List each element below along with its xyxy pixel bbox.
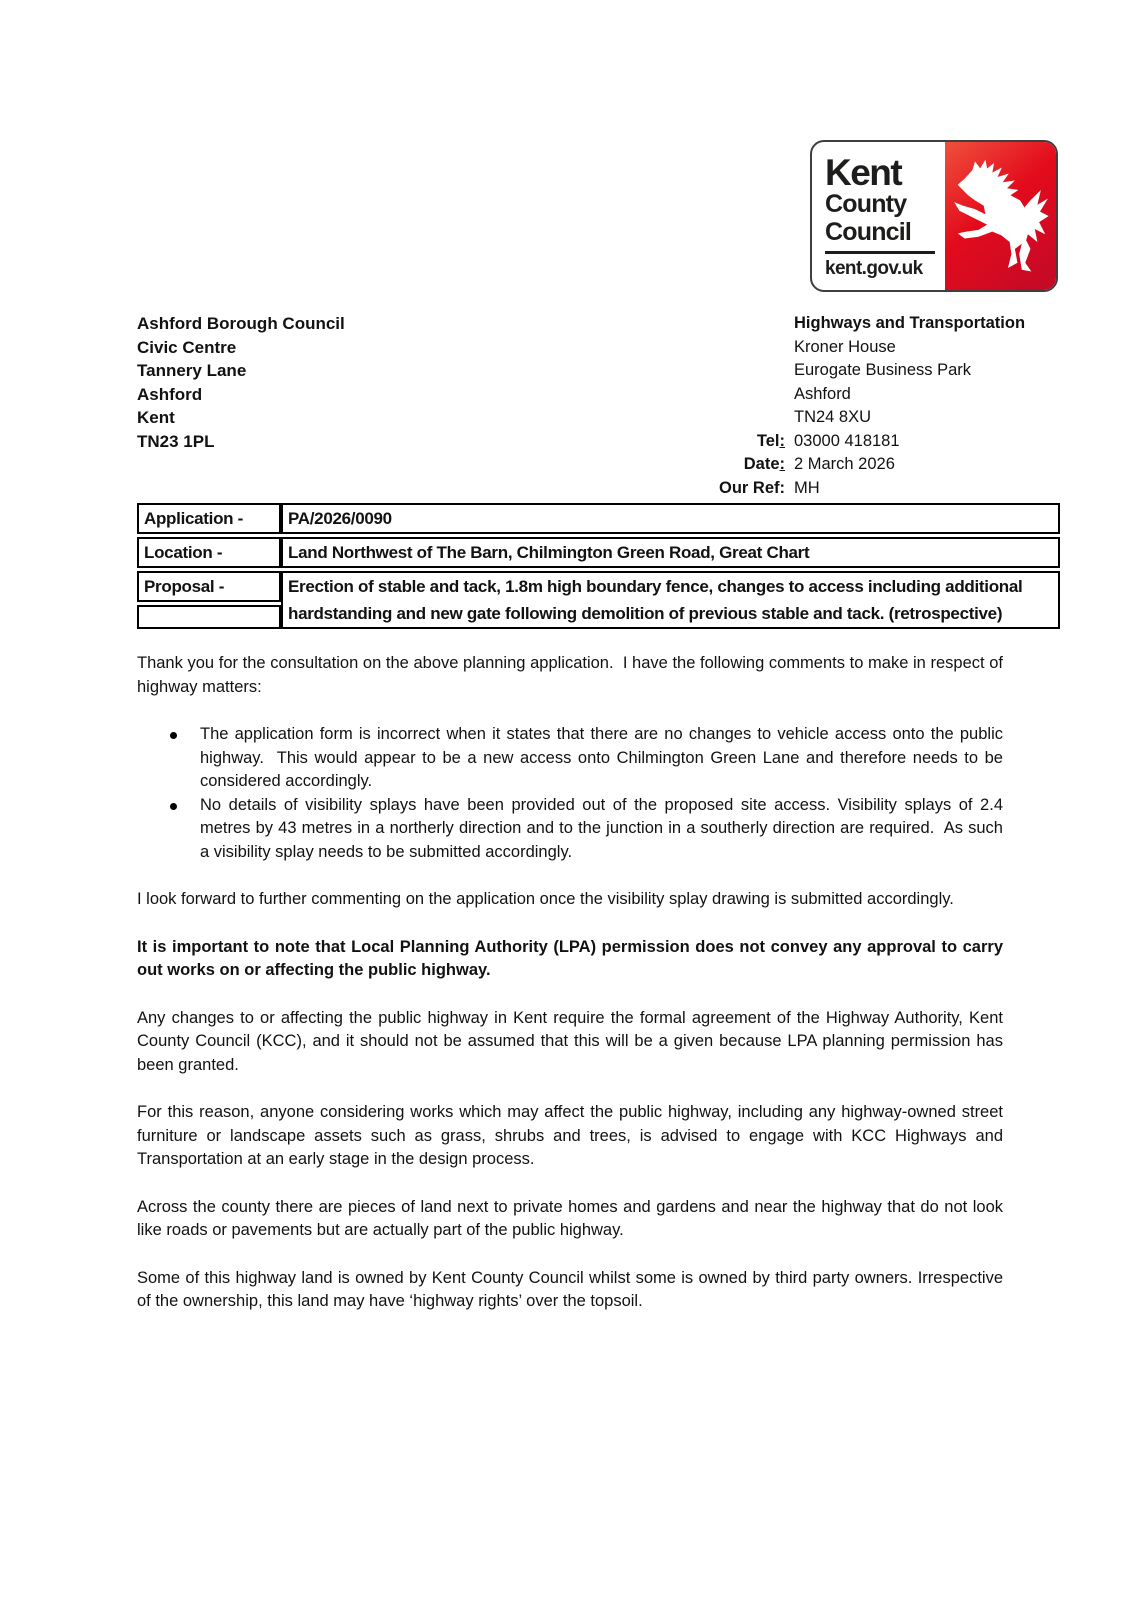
sender-address-row [690, 359, 1110, 383]
recipient-line: Ashford Borough Council [137, 314, 345, 333]
important-note-paragraph: It is important to note that Local Planning Authority (LPA) permission does not convey any approval to carry out works on or affecting the public highway. [137, 937, 1008, 979]
tel-label: Tel [756, 431, 780, 450]
comments-bullet-list [137, 723, 1008, 864]
bullet-text: No details of visibility splays have been provided out of the proposed site access. Visibility splays of 2.4 metres by 43 metres in a northerly direction and to the junction in a southerly direction are required. As such a visibility splay needs to be submitted accordingly. [200, 795, 1008, 861]
recipient-line: Civic Centre [137, 337, 237, 357]
our-ref-row: Our Ref: MH [690, 477, 1110, 501]
sender-address-line: Kroner House [794, 337, 896, 356]
paragraph: I look forward to further commenting on the application once the visibility splay drawing is submitted accordingly. [137, 890, 954, 908]
application-details-table [137, 500, 1060, 632]
letter-body [137, 500, 1060, 1338]
table-row-proposal [137, 571, 1060, 602]
tel-row: Tel: 03000 418181 [690, 430, 1110, 454]
sender-address-row [690, 383, 1110, 407]
bullet-icon [170, 803, 177, 810]
letter-copy [137, 652, 1008, 1314]
sender-address-row [690, 406, 1110, 430]
list-item [170, 794, 1008, 865]
logo-title-kent: Kent [825, 152, 902, 193]
sender-address-block [690, 312, 1110, 500]
logo-title-county: County [825, 190, 907, 218]
logo-underline-rule [825, 251, 935, 254]
proposal-label: Proposal - [137, 571, 281, 602]
list-item [170, 723, 1008, 794]
sender-address-line: Eurogate Business Park [794, 361, 972, 379]
logo-title-council: Council [825, 217, 912, 246]
location-label: Location - [137, 537, 281, 568]
paragraph: Some of this highway land is owned by Kent County Council whilst some is owned by third party owners. Irrespective of the ownership, this land may have ‘highway rights’ over the topsoil. [137, 1268, 1008, 1310]
date-value: 2 March 2026 [794, 455, 895, 473]
location-value: Land Northwest of The Barn, Chilmington Green Road, Great Chart [281, 537, 1060, 568]
paragraph: Across the county there are pieces of land next to private homes and gardens and near the highway that do not look like roads or pavements but are actually part of the public highway. [137, 1197, 1008, 1239]
table-row-location [137, 537, 1060, 568]
our-ref-value: MH [794, 478, 820, 497]
date-label: Date [743, 455, 780, 473]
invicta-white-horse-icon [949, 147, 1053, 285]
proposal-value: Erection of stable and tack, 1.8m high boundary fence, changes to access including additional hardstanding and new gate following demolition of previous stable and tack. (retrospective) [281, 571, 1060, 629]
sender-department-row [690, 312, 1110, 336]
paragraph: For this reason, anyone considering works which may affect the public highway, including any highway-owned street furniture or landscape assets such as grass, shrubs and trees, is advised to engage with KCC Highways and Transportation at an early stage in the design process. [137, 1103, 1008, 1168]
application-label: Application - [137, 503, 281, 534]
our-ref-label: Our Ref [718, 478, 780, 497]
bullet-icon [170, 732, 177, 739]
table-row-application [137, 503, 1060, 534]
bullet-text: The application form is incorrect when it states that there are no changes to vehicle access onto the public highway. This would appear to be a new access onto Chilmington Green Lane and therefore needs to be considered accordingly. [200, 725, 1008, 790]
paragraph: Any changes to or affecting the public highway in Kent require the formal agreement of the Highway Authority, Kent County Council (KCC), and it should not be assumed that this will be a given because LPA planning permission has been granted. [137, 1008, 1008, 1074]
intro-paragraph: Thank you for the consultation on the above planning application. I have the following comments to make in respect of highway matters: [137, 654, 1008, 696]
tel-value: 03000 418181 [794, 431, 900, 450]
recipient-address-block [137, 312, 345, 453]
kent-county-council-logo [810, 140, 1058, 292]
sender-address-row [690, 336, 1110, 360]
proposal-empty-cell [137, 605, 281, 629]
logo-red-panel [945, 142, 1056, 290]
date-row: Date: 2 March 2026 [690, 453, 1110, 477]
logo-url-text: kent.gov.uk [825, 258, 923, 279]
sender-address-line: TN24 8XU [794, 408, 872, 426]
logo-text-panel [812, 142, 945, 290]
recipient-line: Tannery Lane [137, 361, 247, 380]
application-value: PA/2026/0090 [281, 503, 1060, 534]
recipient-line: Ashford [137, 384, 203, 404]
sender-address-line: Ashford [794, 384, 851, 403]
recipient-line: TN23 1PL [137, 431, 215, 451]
meta-label-spacer [690, 312, 794, 336]
recipient-line: Kent [137, 408, 175, 427]
sender-department: Highways and Transportation [794, 314, 1026, 332]
